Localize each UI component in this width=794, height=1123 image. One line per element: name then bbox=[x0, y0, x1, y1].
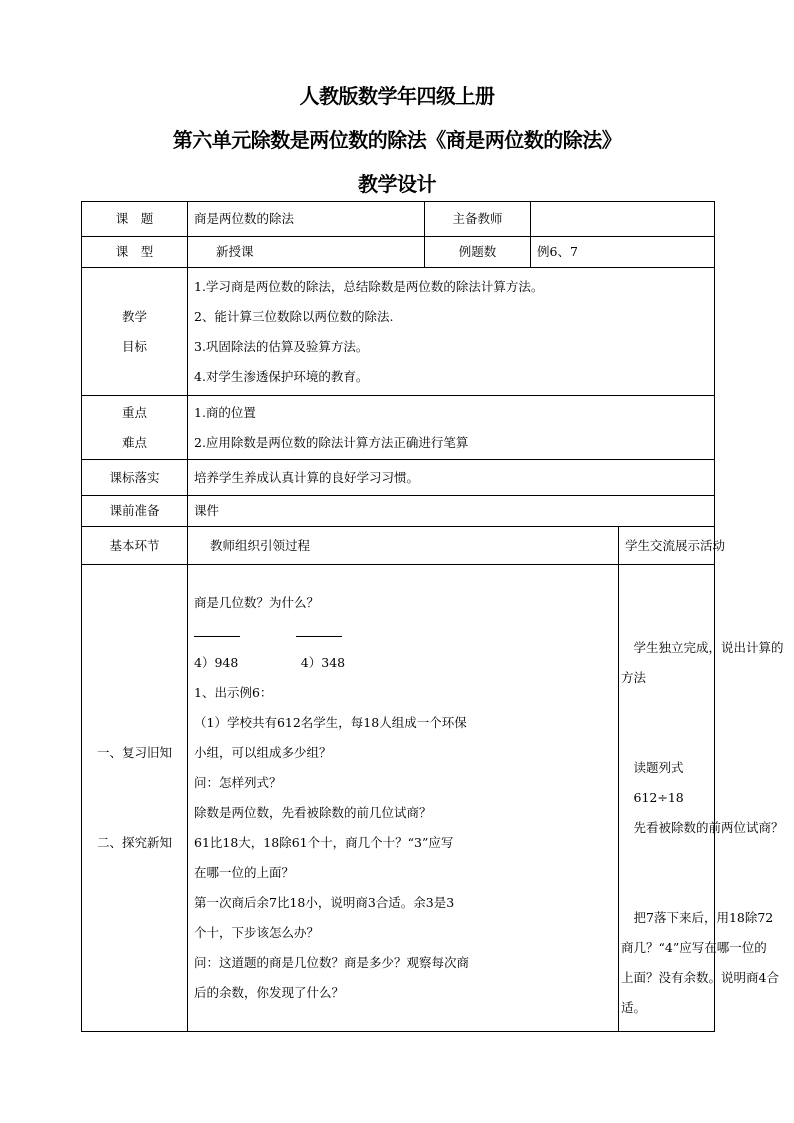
goal-item: 4.对学生渗透保护环境的教育。 bbox=[194, 368, 369, 384]
keypoint-item: 1.商的位置 bbox=[194, 404, 256, 420]
keypoints-list bbox=[188, 396, 715, 460]
process-col-teacher: 教师组织引领过程 bbox=[188, 527, 619, 565]
process-col-stage: 基本环节 bbox=[82, 527, 188, 565]
goal-item: 2、能计算三位数除以两位数的除法. bbox=[194, 308, 394, 324]
keypoint-item: 2.应用除数是两位数的除法计算方法正确进行笔算 bbox=[194, 434, 469, 450]
lesson-plan-table bbox=[81, 201, 784, 1032]
student-line: 学生独立完成，说出计算的 bbox=[621, 640, 784, 655]
row-process-header bbox=[82, 527, 715, 565]
student-line bbox=[621, 603, 712, 633]
standard-label: 课标落实 bbox=[82, 460, 188, 496]
teacher-line: 个十，下步该怎么办？ bbox=[194, 925, 320, 940]
teacher-line: 在哪一位的上面？ bbox=[194, 865, 295, 880]
student-line: 读题列式 bbox=[621, 760, 684, 775]
goals-label-top: 教学 bbox=[121, 308, 147, 324]
stage-review: 一、复习旧知 bbox=[96, 745, 172, 760]
type-label: 课 型 bbox=[82, 237, 188, 268]
teacher-line: 后的余数，你发现了什么？ bbox=[194, 985, 345, 1000]
student-line: 适。 bbox=[621, 1000, 647, 1015]
keypoints-label-top: 重点 bbox=[121, 404, 147, 420]
teacher-line: 第一次商后余7比18小，说明商3合适。余3是3 bbox=[194, 895, 455, 910]
goals-label-bottom: 目标 bbox=[121, 338, 147, 354]
student-line bbox=[621, 843, 712, 873]
examples-value: 例6、7 bbox=[531, 237, 715, 268]
keypoints-label-bottom: 难点 bbox=[121, 434, 147, 450]
row-process-body bbox=[82, 565, 715, 1032]
title-line-2: 第六单元除数是两位数的除法《商是两位数的除法》 bbox=[172, 128, 622, 152]
teacher-line: 1、出示例6： bbox=[194, 685, 273, 700]
examples-label: 例题数 bbox=[425, 237, 531, 268]
row-goals bbox=[82, 268, 715, 396]
title-line-1: 人教版数学年四级上册 bbox=[299, 84, 495, 108]
process-col-student: 学生交流展示活动 bbox=[619, 527, 715, 565]
process-stages bbox=[82, 565, 188, 1032]
student-line: 上面？没有余数。说明商4合 bbox=[621, 970, 779, 985]
teacher-line: 4）948 4）348 bbox=[194, 655, 346, 670]
topic-label: 课 题 bbox=[82, 202, 188, 237]
teacher-value bbox=[531, 202, 715, 237]
teacher-line: （1）学校共有612名学生，每18人组成一个环保 bbox=[194, 715, 467, 730]
student-line: 612÷18 bbox=[621, 790, 684, 805]
student-line: 方法 bbox=[621, 670, 647, 685]
student-line: 先看被除数的前两位试商？ bbox=[621, 820, 784, 835]
row-prep bbox=[82, 496, 715, 527]
goals-label bbox=[82, 268, 188, 396]
division-bars bbox=[194, 618, 612, 648]
prep-label: 课前准备 bbox=[82, 496, 188, 527]
teacher-label: 主备教师 bbox=[425, 202, 531, 237]
student-line: 把7落下来后，用18除72 bbox=[621, 910, 774, 925]
student-line: 商几？“4”应写在哪一位的 bbox=[621, 940, 767, 955]
teacher-line: 除数是两位数，先看被除数的前几位试商？ bbox=[194, 805, 432, 820]
prep-value: 课件 bbox=[188, 496, 715, 527]
stage-explore: 二、探究新知 bbox=[96, 835, 172, 850]
teacher-line: 小组，可以组成多少组？ bbox=[194, 745, 332, 760]
teacher-line: 61比18大，18除61个十，商几个十？“3”应写 bbox=[194, 835, 454, 850]
row-standard bbox=[82, 460, 715, 496]
student-line bbox=[621, 873, 712, 903]
teacher-line: 问：怎样列式？ bbox=[194, 775, 282, 790]
row-type bbox=[82, 237, 715, 268]
row-keypoints bbox=[82, 396, 715, 460]
goal-item: 3.巩固除法的估算及验算方法。 bbox=[194, 338, 369, 354]
standard-value: 培养学生养成认真计算的良好学习习惯。 bbox=[188, 460, 715, 496]
type-value: 新授课 bbox=[188, 237, 425, 268]
goal-item: 1.学习商是两位数的除法，总结除数是两位数的除法计算方法。 bbox=[194, 278, 544, 294]
division-bar bbox=[296, 626, 342, 637]
division-bar bbox=[194, 626, 240, 637]
title-line-3: 教学设计 bbox=[358, 172, 436, 196]
student-line bbox=[621, 723, 712, 753]
student-line bbox=[621, 573, 712, 603]
student-line bbox=[621, 693, 712, 723]
goals-list bbox=[188, 268, 715, 396]
keypoints-label bbox=[82, 396, 188, 460]
teacher-line: 商是几位数？为什么？ bbox=[194, 595, 320, 610]
teacher-line: 问：这道题的商是几位数？商是多少？观察每次商 bbox=[194, 955, 470, 970]
student-process bbox=[619, 565, 784, 1032]
topic-value: 商是两位数的除法 bbox=[188, 202, 425, 237]
teacher-process bbox=[188, 565, 619, 1032]
row-topic bbox=[82, 202, 715, 237]
